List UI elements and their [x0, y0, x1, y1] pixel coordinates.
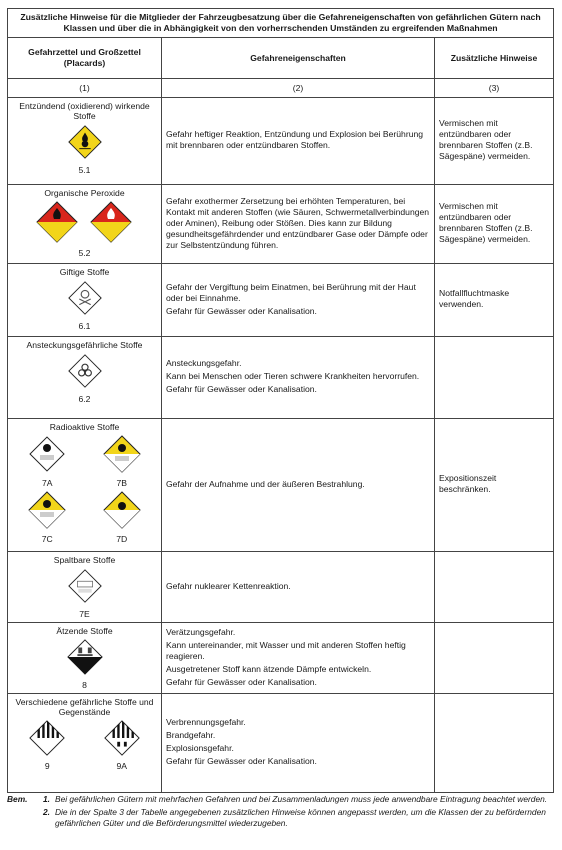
table-row: [8, 185, 554, 264]
header-col3: Zusätzliche Hinweise: [435, 38, 554, 79]
property-text: Explosionsgefahr.: [166, 743, 234, 753]
battery-icon: [103, 719, 141, 757]
class-name: Giftige Stoffe: [59, 267, 110, 277]
table-row: [8, 552, 554, 623]
col-number-2: (2): [162, 79, 435, 98]
peroxide-label-icon: [35, 200, 135, 244]
class-number: 5.1: [78, 165, 91, 175]
skull-crossbones-icon: [66, 279, 104, 317]
property-text: Verätzungsgefahr.: [166, 626, 236, 637]
col-number-1: (1): [8, 79, 162, 98]
property-text: Gefahr der Aufnahme und der äußeren Bestrahlung.: [166, 478, 365, 489]
note-text: Expositionszeit beschränken.: [439, 473, 497, 494]
class-number: 7B: [116, 478, 127, 488]
remark-item: [7, 794, 553, 805]
fissile-label-icon: [66, 567, 104, 605]
corrosive-icon: [66, 638, 104, 676]
property-text: Gefahr der Vergiftung beim Einatmen, bei Berührung mit der Haut oder bei Einnahme.: [166, 281, 416, 303]
class-number: 8: [82, 680, 87, 690]
radioactive-label-7d-icon: [102, 490, 142, 530]
class-name: Organische Peroxide: [44, 188, 125, 198]
empty-note: [435, 337, 554, 419]
hazard-table: [7, 8, 554, 793]
remark-number: 2.: [43, 807, 50, 817]
remark-text: Die in der Spalte 3 der Tabelle angegebenen zusätzlichen Hinweise können angepasst werden, um die Klassen der zu befördernden gefährlichen Güter und die Beförderungsmittel wiederzugeben.: [55, 807, 546, 828]
property-text: Kann bei Menschen oder Tieren schwere Krankheiten hervorrufen.: [166, 371, 420, 381]
class-name: Entzündend (oxidierend) wirkende Stoffe: [19, 101, 150, 121]
class-number: 9: [44, 761, 50, 771]
class-name: Ansteckungsgefährliche Stoffe: [26, 340, 143, 350]
class-number: 7E: [79, 609, 90, 619]
property-text: Gefahr nuklearer Kettenreaktion.: [166, 580, 291, 591]
class-number: 7D: [116, 534, 128, 544]
remark-text: Bei gefährlichen Gütern mit mehrfachen Gefahren und bei Zusammenladungen muss jede anwendbare Eintragung beachtet werden.: [55, 794, 548, 804]
class-number: 7C: [41, 534, 53, 544]
stripes-icon: [28, 719, 66, 757]
class-name: Spaltbare Stoffe: [53, 555, 116, 565]
empty-note: [435, 623, 554, 694]
remark-number: 1.: [43, 794, 50, 804]
property-text: Ausgetretener Stoff kann ätzende Dämpfe entwickeln.: [166, 663, 372, 674]
property-text: Brandgefahr.: [166, 730, 216, 740]
note-text: Vermischen mit entzündbaren oder brennbaren Stoffen (z.B. Sägespäne) vermeiden.: [439, 118, 533, 161]
col-number-3: (3): [435, 79, 554, 98]
remarks: [7, 794, 553, 831]
table-row: [8, 694, 554, 793]
header-col1: Gefahrzettel und Großzettel (Placards): [8, 38, 162, 79]
table-row: [8, 419, 554, 552]
class-number: 5.2: [78, 248, 91, 258]
empty-note: [435, 552, 554, 623]
header-col2: Gefahreneigenschaften: [162, 38, 435, 79]
remarks-label: Bem.: [7, 794, 28, 804]
class-number: 7A: [41, 478, 53, 488]
class-name: Verschiedene gefährliche Stoffe und Gegenstände: [15, 697, 154, 717]
property-text: Gefahr heftiger Reaktion, Entzündung und Explosion bei Berührung mit brennbaren oder entzündbaren Stoffen.: [166, 129, 424, 150]
class-name: Ätzende Stoffe: [56, 626, 113, 636]
property-text: Gefahr für Gewässer oder Kanalisation.: [166, 756, 317, 766]
class-number: 9A: [116, 761, 127, 771]
table-title: Zusätzliche Hinweise für die Mitglieder der Fahrzeugbesatzung über die Gefahreneigenschaften von gefährlichen Gütern nach Klassen und über die in Abhängigkeit von den vorherrschenden Umständen zu ergreifenden Maßnahmen: [8, 9, 554, 38]
property-text: Gefahr für Gewässer oder Kanalisation.: [166, 305, 317, 316]
radioactive-label-7a-icon: [27, 434, 67, 474]
property-text: Verbrennungsgefahr.: [166, 717, 246, 727]
biohazard-icon: [66, 352, 104, 390]
table-row: [8, 98, 554, 185]
table-row: [8, 337, 554, 419]
note-text: Vermischen mit entzündbaren oder brennbaren Stoffen (z.B. Sägespäne) vermeiden.: [439, 201, 533, 244]
radioactive-label-7c-icon: [27, 490, 67, 530]
oxidizer-label-icon: [66, 123, 104, 161]
empty-note: [435, 694, 554, 793]
radioactive-label-7b-icon: [102, 434, 142, 474]
document-page: [7, 8, 553, 793]
table-row: [8, 623, 554, 694]
remark-item: [7, 807, 553, 829]
property-text: Gefahr exothermer Zersetzung bei erhöhten Temperaturen, bei Kontakt mit anderen Stoffen (wie Säuren, Schwermetallverbindungen oder Aminen), Reibung oder Stößen. Dies kann zur Bildung gesundheitsgefährdender und entzündbarer Gase oder Dämpfe oder zur Selbstentzündung führen.: [166, 195, 430, 250]
class-number: 6.1: [78, 321, 91, 331]
note-text: Notfallfluchtmaske verwenden.: [439, 288, 510, 309]
property-text: Gefahr für Gewässer oder Kanalisation.: [166, 676, 317, 687]
class-name: Radioaktive Stoffe: [49, 422, 120, 432]
property-text: Ansteckungsgefahr.: [166, 358, 242, 368]
table-row: [8, 264, 554, 337]
property-text: Gefahr für Gewässer oder Kanalisation.: [166, 384, 317, 394]
property-text: Kann untereinander, mit Wasser und mit anderen Stoffen heftig reagieren.: [166, 639, 406, 661]
class-number: 6.2: [78, 394, 91, 404]
